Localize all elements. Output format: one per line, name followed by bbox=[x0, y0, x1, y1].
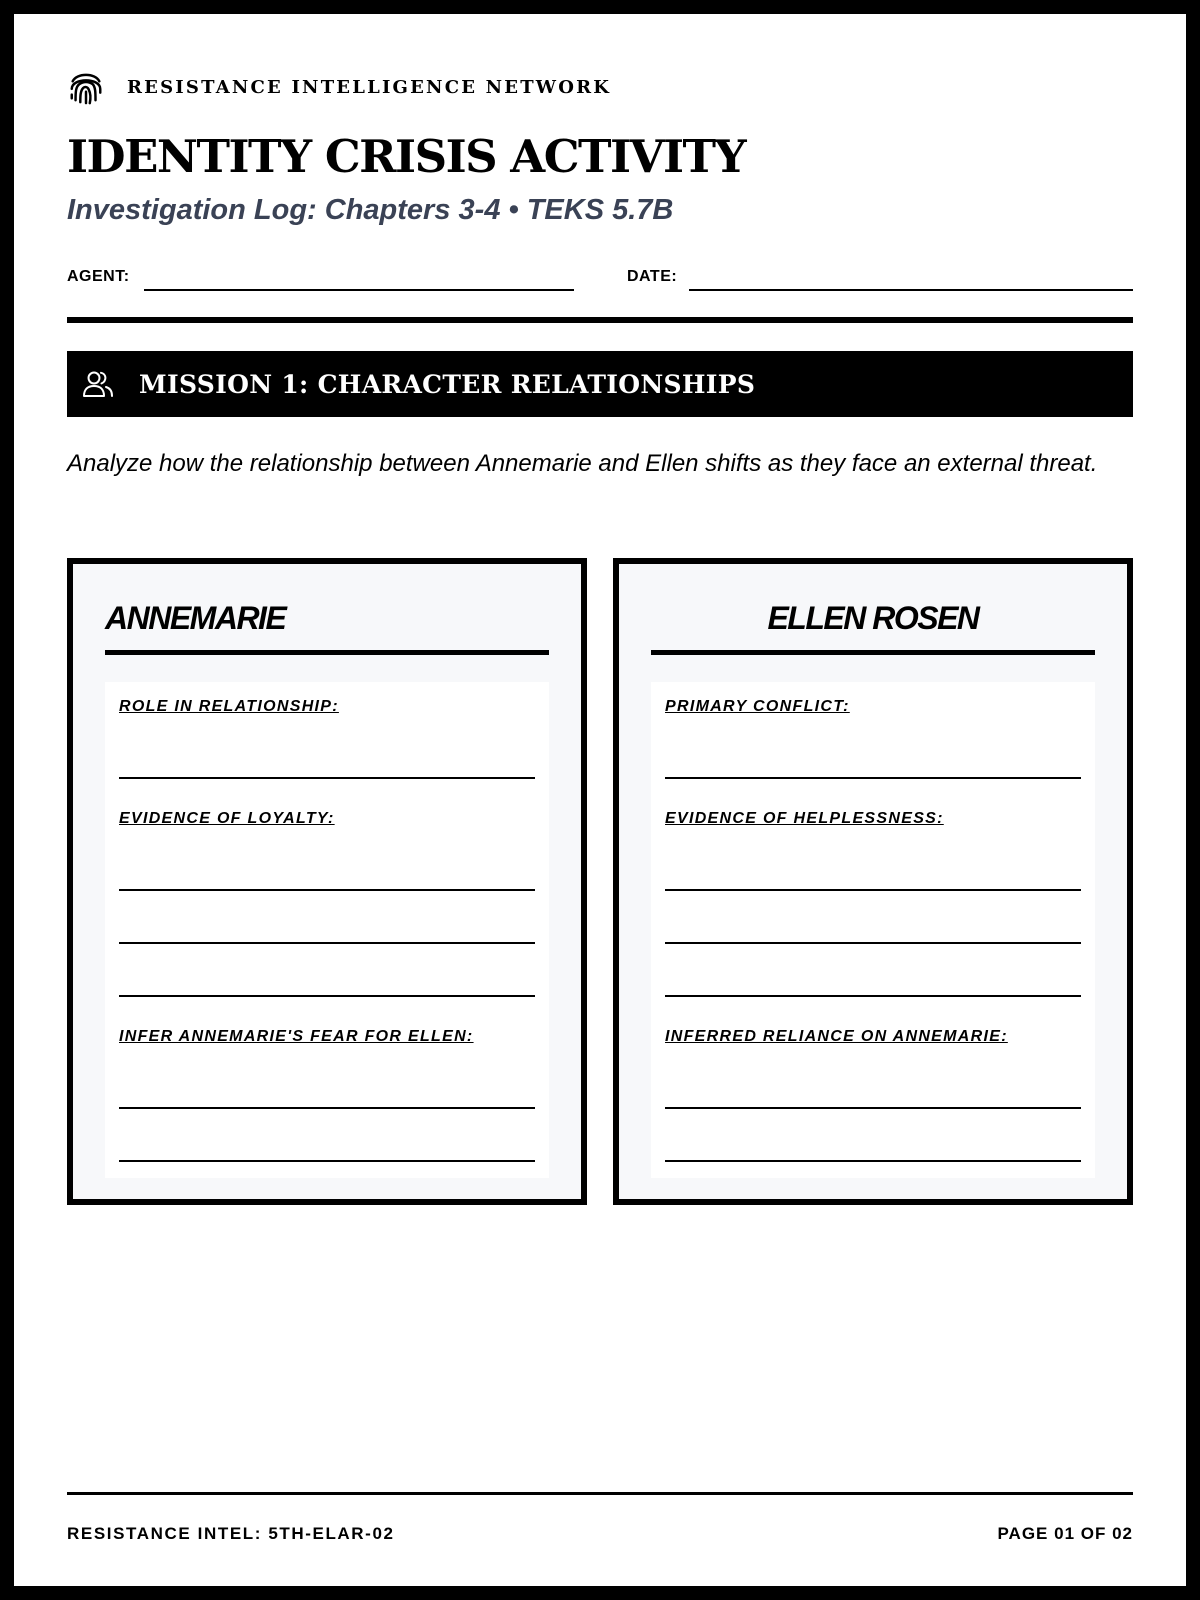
date-field[interactable] bbox=[689, 289, 1133, 291]
brand-name: RESISTANCE INTELLIGENCE NETWORK bbox=[127, 76, 612, 98]
answer-line[interactable] bbox=[119, 1160, 535, 1162]
page-number: PAGE 01 OF 02 bbox=[997, 1524, 1133, 1543]
mission-instructions: Analyze how the relationship between Annemarie and Ellen shifts as they face an external threat. bbox=[67, 450, 1098, 477]
card-title: ANNEMARIE bbox=[105, 600, 286, 636]
answer-line[interactable] bbox=[665, 1160, 1081, 1162]
brand-header bbox=[67, 68, 611, 106]
card-question-panel bbox=[651, 682, 1095, 1178]
fingerprint-icon bbox=[67, 68, 105, 106]
footer-code: RESISTANCE INTEL: 5TH-ELAR-02 bbox=[67, 1524, 395, 1543]
agent-date-row bbox=[67, 264, 1133, 294]
answer-line[interactable] bbox=[119, 995, 535, 997]
users-icon bbox=[81, 367, 115, 401]
agent-field[interactable] bbox=[144, 289, 574, 291]
mission-title: MISSION 1: CHARACTER RELATIONSHIPS bbox=[139, 369, 756, 399]
answer-line[interactable] bbox=[665, 777, 1081, 779]
agent-label: AGENT: bbox=[67, 268, 130, 285]
answer-line[interactable] bbox=[119, 889, 535, 891]
answer-line[interactable] bbox=[665, 942, 1081, 944]
card-title: ELLEN ROSEN bbox=[767, 600, 979, 636]
question-label: INFERRED RELIANCE ON ANNEMARIE: bbox=[665, 1028, 1008, 1045]
card-divider bbox=[105, 650, 549, 655]
question-label: ROLE IN RELATIONSHIP: bbox=[119, 698, 339, 715]
footer-divider bbox=[67, 1492, 1133, 1495]
page-title: IDENTITY CRISIS ACTIVITY bbox=[67, 130, 746, 183]
character-card-ellen-rosen bbox=[613, 558, 1133, 1205]
card-divider bbox=[651, 650, 1095, 655]
question-label: EVIDENCE OF LOYALTY: bbox=[119, 810, 335, 827]
card-question-panel bbox=[105, 682, 549, 1178]
answer-line[interactable] bbox=[119, 1107, 535, 1109]
question-label: EVIDENCE OF HELPLESSNESS: bbox=[665, 810, 944, 827]
question-label: INFER ANNEMARIE'S FEAR FOR ELLEN: bbox=[119, 1028, 474, 1045]
date-label: DATE: bbox=[627, 268, 678, 285]
answer-line[interactable] bbox=[119, 942, 535, 944]
answer-line[interactable] bbox=[665, 1107, 1081, 1109]
character-card-annemarie bbox=[67, 558, 587, 1205]
header-divider bbox=[67, 317, 1133, 323]
page-subtitle: Investigation Log: Chapters 3-4 • TEKS 5.7B bbox=[67, 194, 674, 226]
worksheet-page bbox=[14, 14, 1186, 1586]
answer-line[interactable] bbox=[665, 889, 1081, 891]
answer-line[interactable] bbox=[119, 777, 535, 779]
answer-line[interactable] bbox=[665, 995, 1081, 997]
mission-banner bbox=[67, 351, 1133, 417]
question-label: PRIMARY CONFLICT: bbox=[665, 698, 850, 715]
